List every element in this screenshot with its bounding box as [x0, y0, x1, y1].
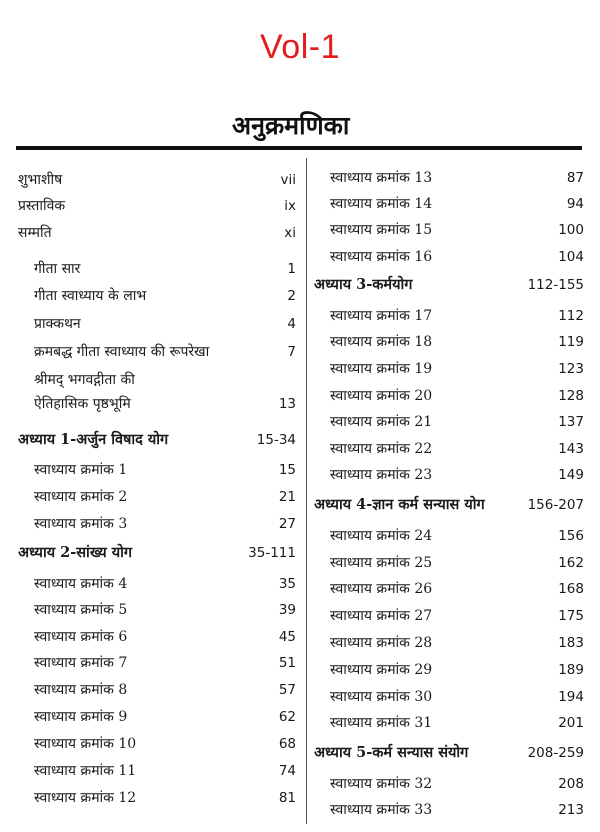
toc-entry-label: प्राक्कथन	[34, 316, 81, 332]
toc-entry-label: स्वाध्याय क्रमांक 2	[34, 489, 128, 505]
toc-entry-page: 62	[278, 709, 296, 725]
toc-entry-page: 35	[278, 576, 296, 592]
toc-chapter-label: अध्याय 2-सांख्य योग	[18, 544, 133, 561]
toc-entry-page: 183	[558, 635, 584, 651]
toc-entry-label: स्वाध्याय क्रमांक 21	[330, 414, 433, 430]
toc-chapter-pages: 15-34	[256, 432, 296, 448]
toc-entry-label: गीता स्वाध्याय के लाभ	[34, 288, 147, 304]
title-underline	[16, 146, 582, 150]
toc-entry-page: 45	[278, 629, 296, 645]
toc-entry-label: स्वाध्याय क्रमांक 32	[330, 776, 433, 792]
toc-entry-page: 128	[558, 388, 584, 404]
toc-entry-page: 194	[558, 689, 584, 705]
toc-entry-label: स्वाध्याय क्रमांक 18	[330, 334, 433, 350]
toc-entry-page: 2	[287, 288, 296, 304]
toc-entry-page: 51	[278, 655, 296, 671]
toc-entry-label: स्वाध्याय क्रमांक 30	[330, 689, 433, 705]
toc-entry-label: स्वाध्याय क्रमांक 33	[330, 802, 433, 818]
toc-entry-page: ix	[284, 198, 296, 214]
toc-entry-page: 13	[278, 396, 296, 412]
toc-entry-page: 162	[558, 555, 584, 571]
toc-entry-page: 156	[558, 528, 584, 544]
toc-entry-page: 137	[558, 414, 584, 430]
toc-entry-label: श्रीमद् भगवद्गीता की	[34, 372, 135, 388]
toc-entry-label: स्वाध्याय क्रमांक 28	[330, 635, 433, 651]
toc-entry-page: 15	[278, 462, 296, 478]
toc-entry-label: गीता सार	[34, 261, 81, 277]
toc-entry-label: स्वाध्याय क्रमांक 3	[34, 516, 128, 532]
toc-entry-label: स्वाध्याय क्रमांक 17	[330, 308, 433, 324]
toc-entry-label: स्वाध्याय क्रमांक 15	[330, 222, 433, 238]
toc-entry-label: स्वाध्याय क्रमांक 19	[330, 361, 433, 377]
toc-entry-label: स्वाध्याय क्रमांक 23	[330, 467, 433, 483]
toc-entry-page: 208	[558, 776, 584, 792]
toc-entry-page: vii	[280, 172, 296, 188]
toc-entry-label: स्वाध्याय क्रमांक 25	[330, 555, 433, 571]
toc-chapter-pages: 156-207	[527, 497, 584, 513]
toc-chapter-label: अध्याय 1-अर्जुन विषाद योग	[18, 431, 169, 448]
toc-entry-page: 87	[566, 170, 584, 186]
toc-entry-page: 104	[558, 249, 584, 265]
toc-entry-label: स्वाध्याय क्रमांक 12	[34, 790, 137, 806]
toc-entry-page: 21	[278, 489, 296, 505]
toc-entry-page: 1	[287, 261, 296, 277]
toc-entry-page: 168	[558, 581, 584, 597]
volume-label: Vol-1	[260, 28, 340, 66]
toc-entry-label: स्वाध्याय क्रमांक 1	[34, 462, 128, 478]
toc-entry-page: 119	[558, 334, 584, 350]
toc-entry-page: 74	[278, 763, 296, 779]
toc-entry-label: शुभाशीष	[18, 172, 63, 188]
toc-entry-label: स्वाध्याय क्रमांक 9	[34, 709, 128, 725]
toc-entry-page: 4	[287, 316, 296, 332]
toc-chapter-label: अध्याय 3-कर्मयोग	[314, 276, 413, 293]
toc-entry-page: 7	[287, 344, 296, 360]
toc-entry-label: स्वाध्याय क्रमांक 29	[330, 662, 433, 678]
toc-entry-page: 213	[558, 802, 584, 818]
toc-entry-label: स्वाध्याय क्रमांक 16	[330, 249, 433, 265]
toc-chapter-pages: 35-111	[248, 545, 296, 561]
toc-entry-page: 143	[558, 441, 584, 457]
toc-chapter-label: अध्याय 5-कर्म सन्यास संयोग	[314, 744, 469, 761]
toc-entry-page: 27	[278, 516, 296, 532]
toc-entry-label: क्रमबद्ध गीता स्वाध्याय की रूपरेखा	[34, 344, 210, 360]
toc-entry-label: स्वाध्याय क्रमांक 4	[34, 576, 128, 592]
toc-entry-page: 68	[278, 736, 296, 752]
toc-entry-page: 112	[558, 308, 584, 324]
toc-entry-label: स्वाध्याय क्रमांक 22	[330, 441, 433, 457]
toc-entry-page: 57	[278, 682, 296, 698]
column-divider	[306, 158, 307, 824]
toc-entry-label: स्वाध्याय क्रमांक 6	[34, 629, 128, 645]
toc-entry-page: 123	[558, 361, 584, 377]
toc-entry-label: सम्मति	[18, 225, 52, 241]
toc-entry-page: 39	[278, 602, 296, 618]
toc-entry-label: स्वाध्याय क्रमांक 31	[330, 715, 433, 731]
toc-entry-label: स्वाध्याय क्रमांक 8	[34, 682, 128, 698]
toc-entry-page: 189	[558, 662, 584, 678]
toc-entry-label: स्वाध्याय क्रमांक 11	[34, 763, 137, 779]
toc-entry-label: प्रस्ताविक	[18, 198, 66, 214]
toc-entry-label: स्वाध्याय क्रमांक 27	[330, 608, 433, 624]
toc-chapter-label: अध्याय 4-ज्ञान कर्म सन्यास योग	[314, 496, 485, 513]
toc-entry-label: स्वाध्याय क्रमांक 7	[34, 655, 128, 671]
toc-entry-page: 175	[558, 608, 584, 624]
toc-chapter-pages: 208-259	[527, 745, 584, 761]
toc-entry-label: स्वाध्याय क्रमांक 13	[330, 170, 433, 186]
toc-entry-label: स्वाध्याय क्रमांक 5	[34, 602, 128, 618]
toc-chapter-pages: 112-155	[527, 277, 584, 293]
toc-entry-label: स्वाध्याय क्रमांक 24	[330, 528, 433, 544]
toc-entry-label: स्वाध्याय क्रमांक 20	[330, 388, 433, 404]
toc-entry-label: स्वाध्याय क्रमांक 14	[330, 196, 433, 212]
toc-entry-page: 94	[566, 196, 584, 212]
toc-entry-page: 149	[558, 467, 584, 483]
toc-entry-page: xi	[284, 225, 296, 241]
page-title: अनुक्रमणिका	[232, 111, 350, 140]
toc-entry-page: 201	[558, 715, 584, 731]
toc-entry-label: ऐतिहासिक पृष्ठभूमि	[34, 396, 131, 412]
toc-entry-label: स्वाध्याय क्रमांक 10	[34, 736, 137, 752]
toc-entry-label: स्वाध्याय क्रमांक 26	[330, 581, 433, 597]
toc-entry-page: 81	[278, 790, 296, 806]
toc-entry-page: 100	[558, 222, 584, 238]
